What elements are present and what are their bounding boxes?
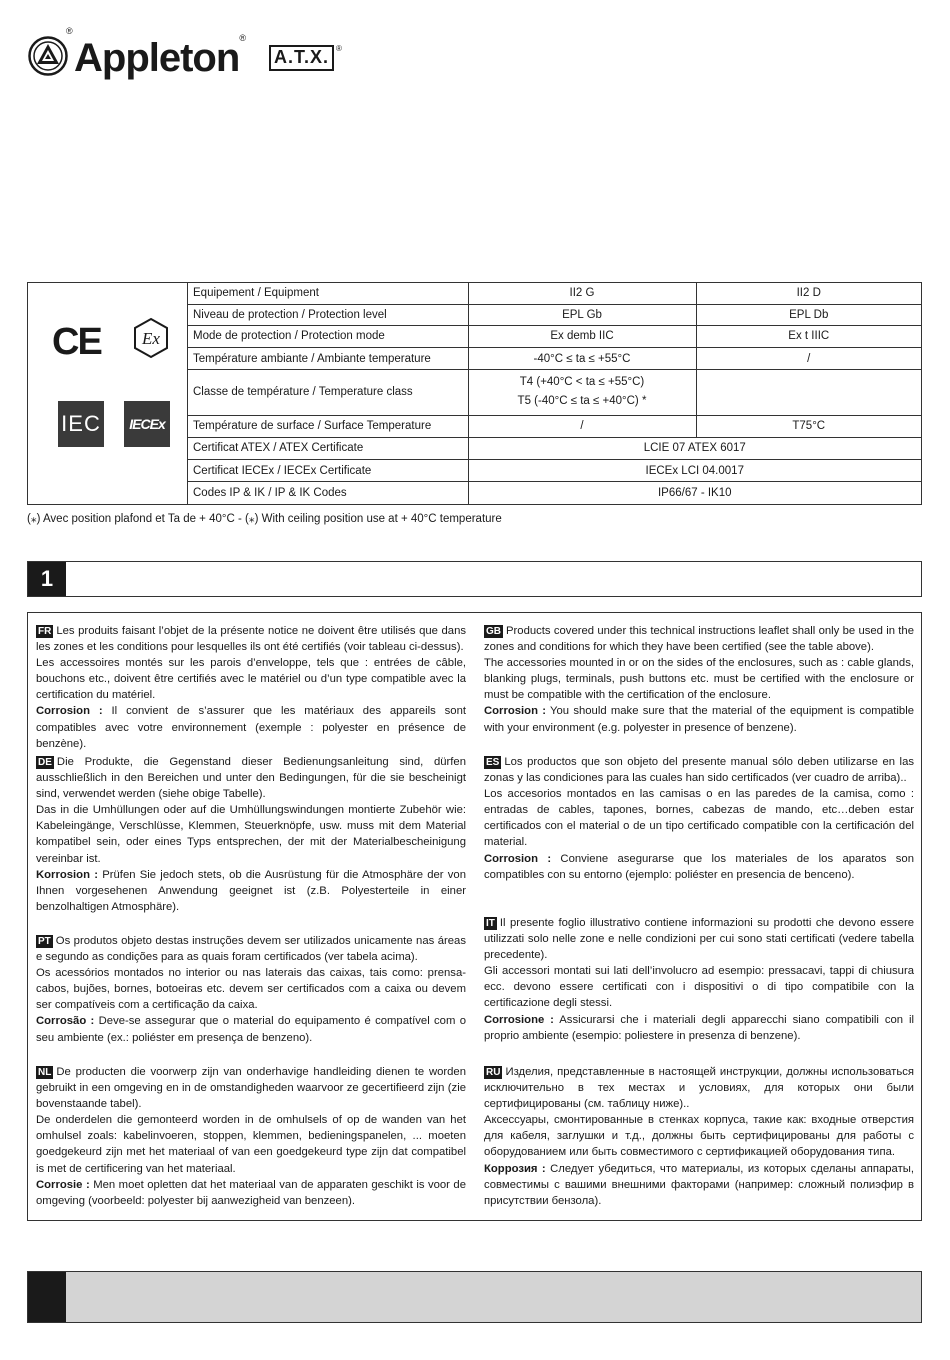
corrosion-label: Corrosion : xyxy=(484,852,552,865)
lang-tag-pt: PT xyxy=(38,936,51,947)
table-row xyxy=(188,482,921,504)
section-2-header xyxy=(27,1271,922,1323)
instructions-textbox xyxy=(27,612,922,1221)
row-label: Equipement / Equipment xyxy=(188,283,468,304)
lang-tag-gb: GB xyxy=(486,626,501,637)
gas-value: / xyxy=(468,415,696,437)
ex-hexagon-icon xyxy=(132,317,170,359)
paragraph: Les accessoires montés sur les parois d’enveloppe, tels que : entrées de câble, bouchons etc., doivent être certifiés avec le matériel ou d’un type compatible avec la certification du matériel. xyxy=(36,657,466,702)
paragraph: Das in die Umhüllungen oder auf die Umhüllungswindungen montierte Zubehör wie: Kabeleingänge, Verschlüsse, Klemmen, Steuerknöpfe, usw. muss mit dem Material kompatibel sein, oder eines Typs entsprechen, der mit der Materialbescheinigung vereinbar ist. xyxy=(36,804,466,865)
corrosion-label: Korrosion : xyxy=(36,868,98,881)
certification-logos xyxy=(28,283,188,504)
paragraph: You should make sure that the material of the equipment is compatible with your environment (e.g. polyester in presence of benzene). xyxy=(484,705,914,734)
paragraph: Assicurarsi che i materiali degli apparecchi siano compatibili con il proprio ambiente (esempio: poliestere in presenza di benzene). xyxy=(484,1013,914,1042)
paragraph: Los accesorios montados en las camisas o en las paredes de la camisa, como : entradas de cables, tapones, bornes, cabezas de mando, etc…deben estar certificados con el material o de un tipo certificado compatible con la certificación del material. xyxy=(484,788,914,849)
section-number-block xyxy=(28,1272,66,1322)
registered-mark: ® xyxy=(66,26,73,36)
footnote: (⁎) Avec position plafond et Ta de + 40°C - (⁎) With ceiling position use at + 40°C temperature xyxy=(27,513,502,525)
certification-table xyxy=(188,283,921,504)
corrosion-label: Corrosão : xyxy=(36,1015,95,1028)
table-row xyxy=(188,460,921,482)
paragraph: Die Produkte, die Gegenstand dieser Bedienungsanleitung sind, dürfen ausschließlich in den Bereichen und unter den Bedingungen, für die sie bescheinigt sind, verwendet werden (siehe obige Tabelle). xyxy=(36,756,466,801)
lang-tag-ru: RU xyxy=(486,1067,501,1078)
paragraph: The accessories mounted in or on the sides of the enclosures, such as : cable glands, blanking plugs, terminals, push buttons etc. must be certified with the enclosure or must be compatible with the certification of the enclosure. xyxy=(484,657,914,702)
paragraph: Gli accessori montati sui lati dell’involucro ad esempio: pressacavi, tappi di chiusura ecc. devono essere certificati con i dispositivi o di tipo compatibile con la certificazione degli stessi. xyxy=(484,965,914,1010)
merged-value: IECEx LCI 04.0017 xyxy=(468,460,921,482)
merged-value: IP66/67 - IK10 xyxy=(657,487,732,500)
paragraph: De producten die voorwerp zijn van onderhavige handleiding dienen te worden gebruikt in een omgeving en in de omstandigheden waarvoor ze gecertifieerd zijn (zie bovenstaande tabel). xyxy=(36,1066,466,1111)
corrosion-label: Corrosion : xyxy=(484,705,546,718)
text-es xyxy=(484,754,914,883)
paragraph: Os produtos objeto destas instruções devem ser utilizados unicamente nas áreas e segundo as condições para as quais foram certificados (ver tabela acima). xyxy=(36,935,466,964)
paragraph: Следует убедиться, что материалы, из которых сделаны аппараты, совместимы с вашими внешними факторами (например: сложный полиэфир в присутствии бензола). xyxy=(484,1162,914,1207)
paragraph: Men moet opletten dat het materiaal van de apparaten geschikt is voor de omgeving (voorbeeld: polyester bij aanwezigheid van benzeen). xyxy=(36,1178,466,1207)
paragraph: Les produits faisant l’objet de la présente notice ne doivent être utilisés que dans les zones et les conditions pour lesquelles ils ont été certifiés (voir tableau ci-dessus). xyxy=(36,625,466,654)
row-label: Codes IP & IK / IP & IK Codes xyxy=(188,482,468,504)
brand-name xyxy=(74,33,245,80)
paragraph: Conviene asegurarse que los materiales de los aparatos son compatibles con su entorno (ejemplo: poliéster en presencia de benceno). xyxy=(484,852,914,881)
gas-value xyxy=(468,370,696,415)
gas-value: II2 G xyxy=(468,283,696,304)
text-gb xyxy=(484,623,914,736)
sub-brand: A.T.X. xyxy=(269,45,334,71)
row-label: Mode de protection / Protection mode xyxy=(188,325,468,347)
lang-tag-de: DE xyxy=(38,757,52,768)
iec-logo-icon: IEC xyxy=(58,401,104,447)
dust-value: T75°C xyxy=(696,415,921,437)
certification-block xyxy=(27,282,922,505)
lang-tag-fr: FR xyxy=(38,626,52,637)
row-label: Niveau de protection / Protection level xyxy=(188,304,468,325)
temp-class-line: T5 (-40°C ≤ ta ≤ +40°C) * xyxy=(517,395,647,408)
corrosion-label: Коррозия : xyxy=(484,1162,546,1175)
dust-value: EPL Db xyxy=(696,304,921,325)
table-row xyxy=(188,437,921,459)
row-label: Certificat ATEX / ATEX Certificate xyxy=(188,437,468,459)
table-row xyxy=(188,370,921,415)
dust-value xyxy=(696,370,921,415)
paragraph: Изделия, представленные в настоящей инструкции, должны использоваться исключительно в тех местах и условиях, для которых они были сертифицированы (см. таблицу ниже).. xyxy=(484,1066,914,1111)
paragraph: Аксессуары, смонтированные в стенках корпуса, такие как: входные отверстия для кабеля, заглушки и т.д., должны быть сертифицированы для работы с оборудованием или быть совместимого с сертификацией оборудования типа. xyxy=(484,1114,914,1159)
sub-brand-registered-mark: ® xyxy=(335,43,342,53)
table-row xyxy=(188,348,921,370)
merged-value: LCIE 07 ATEX 6017 xyxy=(468,437,921,459)
text-it xyxy=(484,915,914,1044)
gas-value: Ex demb IIC xyxy=(468,325,696,347)
corrosion-label: Corrosie : xyxy=(36,1178,90,1191)
paragraph: De onderdelen die gemonteerd worden in de omhulsels of op de wanden van het omhulsel zoals: kabelinvoeren, stoppen, klemmen, bedieningspanelen, ... moeten goedgekeurd zijn met het materiaal of van een goedgekeurd type zijn dat compatibel is met de certificering van het materiaal. xyxy=(36,1114,466,1175)
paragraph: Products covered under this technical instructions leaflet shall only be used in the zones and conditions for which they have been certified (see the table above). xyxy=(484,625,914,654)
row-label: Classe de température / Temperature class xyxy=(188,370,468,415)
lang-tag-nl: NL xyxy=(38,1067,52,1078)
appleton-emblem-icon xyxy=(28,36,68,76)
row-label: Température ambiante / Ambiante temperature xyxy=(188,348,468,370)
paragraph: Il presente foglio illustrativo contiene informazioni su prodotti che devono essere utilizzati solo nelle zone e nelle condizioni per cui sono stati certificati (vedere tabella precedente). xyxy=(484,917,914,962)
section-1-header xyxy=(27,561,922,597)
lang-tag-it: IT xyxy=(486,918,495,929)
table-row xyxy=(188,415,921,437)
table-row xyxy=(188,283,921,304)
paragraph: Prüfen Sie jedoch stets, ob die Ausrüstung für die Atmosphäre der von Ihnen vorgesehenen Anwendung geeignet ist (z.B. Polyesterteile in einer benzolhaltigen Atmosphäre). xyxy=(36,868,466,913)
text-ru xyxy=(484,1064,914,1209)
corrosion-label: Corrosion : xyxy=(36,705,103,718)
row-label: Certificat IECEx / IECEx Certificate xyxy=(188,460,468,482)
text-fr xyxy=(36,623,466,752)
dust-value: Ex t IIIC xyxy=(696,325,921,347)
text-nl xyxy=(36,1064,466,1209)
text-de xyxy=(36,754,466,915)
header-logo xyxy=(28,28,342,84)
section-number: 1 xyxy=(28,562,66,596)
row-label: Température de surface / Surface Temperature xyxy=(188,415,468,437)
gas-value: EPL Gb xyxy=(468,304,696,325)
iecex-logo-icon: IECEx xyxy=(124,401,170,447)
table-row xyxy=(188,325,921,347)
dust-value: II2 D xyxy=(696,283,921,304)
lang-tag-es: ES xyxy=(486,757,500,768)
brand-name-text: Appleton xyxy=(74,36,240,80)
corrosion-label: Corrosione : xyxy=(484,1013,554,1026)
gas-value: -40°C ≤ ta ≤ +55°C xyxy=(468,348,696,370)
ex-hexagon-label: Ex xyxy=(142,329,160,348)
paragraph: Os acessórios montados no interior ou nas laterais das caixas, tais como: prensa-cabos, bujões, bornes, botoeiras etc. devem ser certificados com a caixa ou devem ser compatíveis com a certificação da caixa. xyxy=(36,967,466,1012)
table-row xyxy=(188,304,921,325)
paragraph: Il convient de s’assurer que les matériaux des appareils sont compatibles avec votre environnement (exemple : polyester en présence de benzène). xyxy=(36,705,466,750)
ce-mark-icon: CE xyxy=(52,321,101,363)
temp-class-line: T4 (+40°C < ta ≤ +55°C) xyxy=(519,376,645,389)
dust-value: / xyxy=(696,348,921,370)
text-pt xyxy=(36,933,466,1046)
brand-registered-mark: ® xyxy=(239,33,245,43)
paragraph: Los productos que son objeto del presente manual sólo deben utilizarse en las zonas y las condiciones para las cuales han sido certificados (ver cuadro de arriba).. xyxy=(484,756,914,785)
paragraph: Deve-se assegurar que o material do equipamento é compatível com o seu ambiente (ex.: poliéster em presença de benzeno). xyxy=(36,1015,466,1044)
